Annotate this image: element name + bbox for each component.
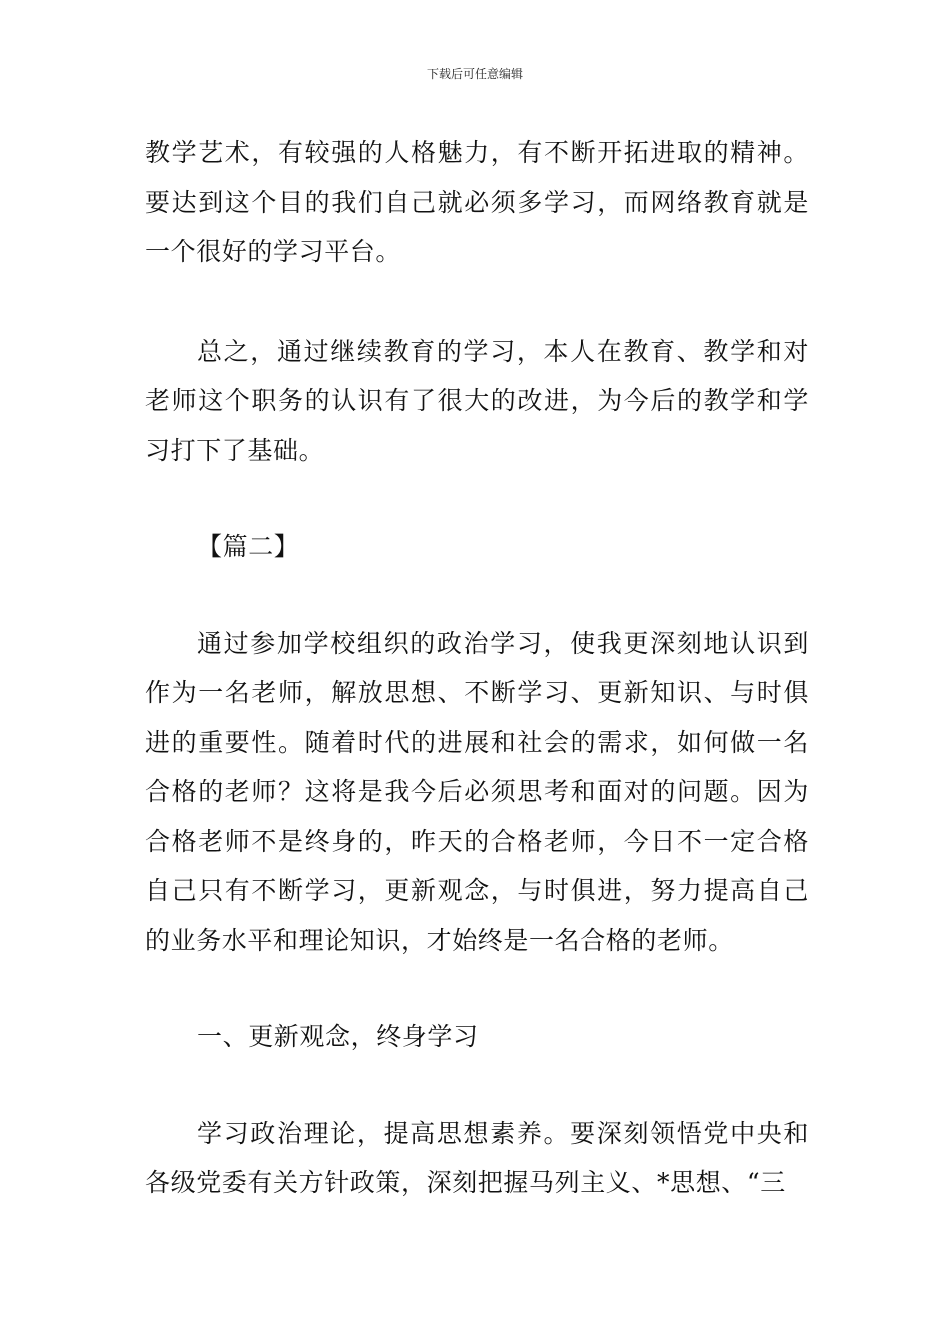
- paragraph-continuation: 教学艺术，有较强的人格魅力，有不断开拓进取的精神。要达到这个目的我们自己就必须多学习，而网络教育就是一个很好的学习平台。: [145, 138, 809, 266]
- document-body: [145, 128, 809, 1208]
- page-header: 下载后可任意编辑: [426, 67, 523, 81]
- paragraph-summary: 总之，通过继续教育的学习，本人在教育、教学和对老师这个职务的认识有了很大的改进，为今后的教学和学习打下了基础。: [145, 336, 809, 465]
- section-heading: 【篇二】: [197, 532, 300, 561]
- subsection-heading: 一、更新观念，终身学习: [197, 1022, 479, 1051]
- paragraph-study: 学习政治理论，提高思想素养。要深刻领悟党中央和各级党委有关方针政策，深刻把握马列主义、*思想、“三: [145, 1118, 809, 1197]
- paragraph-intro: 通过参加学校组织的政治学习，使我更深刻地认识到作为一名老师，解放思想、不断学习、更新知识、与时俱进的重要性。随着时代的进展和社会的需求，如何做一名合格的老师？这将是我今后必须思考和面对的问题。因为合格老师不是终身的，昨天的合格老师，今日不一定合格自己只有不断学习，更新观念，与时俱进，努力提高自己的业务水平和理论知识，才始终是一名合格的老师。: [145, 628, 809, 955]
